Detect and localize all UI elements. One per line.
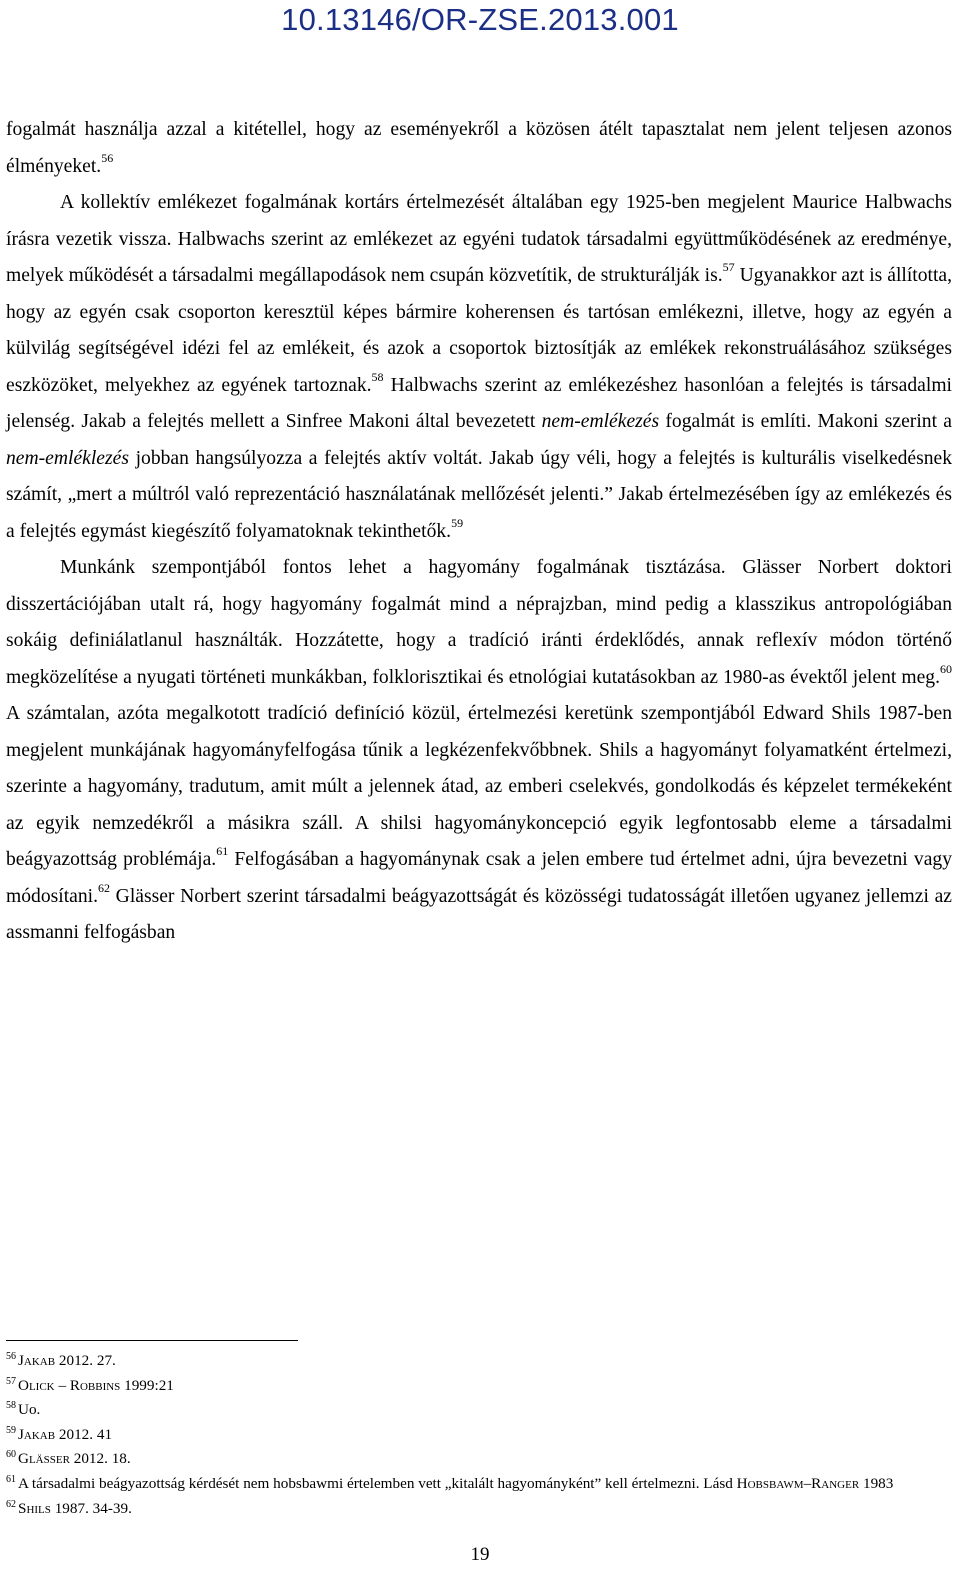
footnote	[6, 1423, 952, 1448]
footnote-number: 60	[6, 1449, 16, 1461]
footnote-reference: 60	[940, 661, 952, 676]
text-run: 2012. 41	[55, 1425, 113, 1443]
footnote-number: 56	[6, 1350, 16, 1362]
footnote-number: 58	[6, 1400, 16, 1412]
italic-term: nem-emlékezés	[541, 411, 660, 432]
paragraph	[6, 550, 952, 952]
text-run: 1987. 34-39.	[50, 1499, 132, 1517]
doi-header: 10.13146/OR-ZSE.2013.001	[281, 2, 679, 37]
footnote	[6, 1398, 952, 1423]
body-text	[6, 112, 952, 952]
footnote-reference: 57	[722, 260, 735, 275]
text-run: –	[54, 1376, 70, 1394]
text-run: 2012. 18.	[69, 1450, 131, 1468]
text-run: 2012. 27.	[55, 1352, 116, 1369]
paragraph	[6, 112, 952, 185]
footnote	[6, 1472, 952, 1497]
italic-term: nem-emléklezés	[6, 447, 129, 469]
footnote-separator	[6, 1340, 298, 1341]
footnote	[6, 1447, 952, 1472]
footnote	[6, 1497, 952, 1522]
text-run: Felfogásában a hagyománynak csak a jelen embere tud értelmet adni, újra bevezetni vagy módosítani.	[6, 849, 952, 907]
text-run: Munkánk szempontjából fontos lehet a hagyomány fogalmának tisztázása. Glässer Norbert doktori disszertációjában utalt rá, hogy hagyomány fogalmát mind a néprajzban, mind pedig a klasszikus antropológiában sokáig definiálatlanul használták. Hozzátette, hogy a tradíció iránti érdeklődés, annak reflexív módon történő megközelítése a nyugati történeti munkákban, folklorisztikai és etnológiai kutatásokban az 1980-as évektől jelent meg.	[6, 557, 952, 688]
paragraph	[6, 185, 952, 550]
footnote	[6, 1374, 952, 1399]
footnote-number: 59	[6, 1424, 16, 1436]
footnote-reference: 58	[371, 369, 384, 384]
author-name: Ranger	[811, 1474, 860, 1492]
author-name: Robbins	[69, 1376, 121, 1394]
footnote-reference: 59	[451, 515, 464, 530]
text-run: Halbwachs szerint az emlékezéshez hasonlóan a felejtés is társadalmi jelenség. Jakab a felejtés mellett a Sinfree Makoni által bevezetett	[6, 374, 953, 432]
author-name: Glässer	[18, 1450, 70, 1468]
footnote	[6, 1349, 952, 1374]
footnote-reference: 62	[97, 880, 110, 895]
text-run: –	[803, 1474, 812, 1492]
text-run: A kollektív emlékezet fogalmának kortárs értelmezését általában egy 1925-ben megjelent Maurice Halbwachs írásra vezetik vissza. Halbwachs szerint az emlékezet az egyéni tudatok társadalmi együttműködésének az eredménye, melyek működését a társadalmi megállapodások nem csupán közvetítik, de strukturálják is.	[6, 192, 952, 286]
footnote-number: 62	[6, 1498, 16, 1510]
text-run: A társadalmi beágyazottság kérdését nem hobsbawmi értelemben vett „kitalált hagyományként” kell értelmezni. Lásd	[18, 1474, 737, 1492]
footnote-reference: 61	[216, 844, 229, 859]
page-number: 19	[470, 1544, 490, 1565]
text-run: Ugyanakkor azt is állította, hogy az egyén csak csoporton keresztül képes bármire koherensen és tartósan emlékezni, illetve, hogy az egyén a külvilág segítségével idézi fel az emlékeit, és azok a csoportok biztosítják az emlékek rekonstruálásához szükséges eszközöket, melyekhez az egyének tartoznak.	[6, 265, 952, 396]
text-run: fogalmát használja azzal a kitétellel, hogy az eseményekről a közösen átélt tapasztalat nem jelent teljesen azonos élményeket.	[6, 119, 952, 177]
text-run: jobban hangsúlyozza a felejtés aktív voltát. Jakab úgy véli, hogy a felejtés is kulturális viselkedésnek számít, „mert a múltról való reprezentáció használatának mellőzését jelenti.” Jakab értelmezésében így az emlékezés és a felejtés egymást kiegészítő folyamatoknak tekinthetők.	[6, 447, 952, 542]
text-run: 1999:21	[120, 1376, 174, 1394]
author-name: Shils	[18, 1499, 51, 1517]
text-run: fogalmát is említi. Makoni szerint a	[659, 411, 952, 432]
footnote-number: 57	[6, 1375, 16, 1387]
footnotes	[6, 1349, 952, 1521]
text-run: 1983	[859, 1474, 894, 1492]
text-run: A számtalan, azóta megalkotott tradíció definíció közül, értelmezési keretünk szempontjából Edward Shils 1987-ben megjelent munkájának hagyományfelfogása tűnik a legkézenfekvőbbnek. Shils a hagyományt folyamatként értelmezi, szerinte a hagyomány, tradutum, amit múlt a jelennek átad, az emberi cselekvés, gondolkodás és képzelet termékeként az egyik nemzedékről a másikra száll. A shilsi hagyománykoncepció egyik legfontosabb eleme a társadalmi beágyazottság problémája.	[6, 703, 952, 870]
author-name: Jakab	[18, 1425, 56, 1443]
text-run: Uo.	[18, 1401, 41, 1419]
footnote-number: 61	[6, 1473, 16, 1485]
author-name: Hobsbawm	[736, 1474, 804, 1492]
author-name: Jakab	[18, 1352, 56, 1369]
footnote-reference: 56	[101, 150, 114, 165]
author-name: Olick	[18, 1376, 55, 1394]
text-run: Glässer Norbert szerint társadalmi beágyazottságát és közösségi tudatosságát illetően ugyanez jellemzi az assmanni felfogásban	[6, 885, 952, 943]
